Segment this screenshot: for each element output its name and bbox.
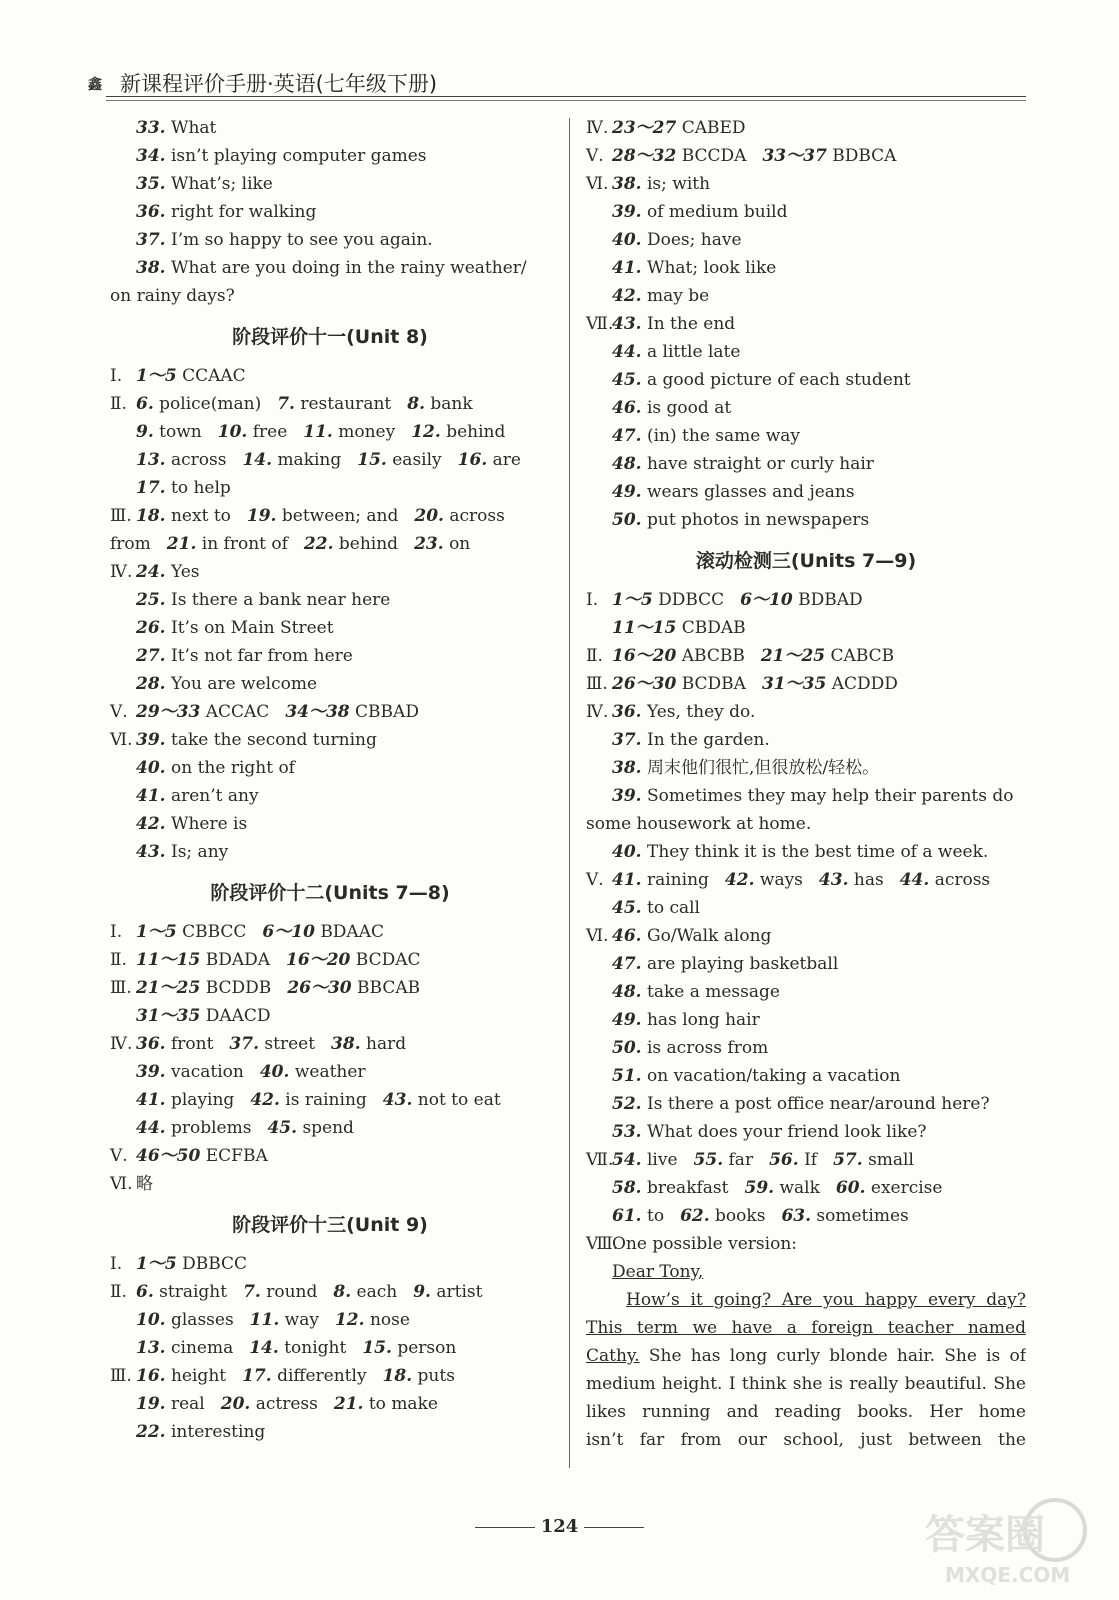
answer-line: 50. is across from bbox=[612, 1038, 769, 1058]
answer-line: 44. problems 45. spend bbox=[136, 1118, 354, 1138]
running-header bbox=[86, 68, 1026, 102]
answer-line: 40. Does; have bbox=[612, 230, 742, 250]
answer-line: 45. to call bbox=[612, 898, 700, 918]
letter-line: This term we have a foreign teacher named bbox=[586, 1318, 1026, 1338]
answer-line: 49. has long hair bbox=[612, 1010, 760, 1030]
footer-ornament bbox=[475, 1527, 535, 1528]
answer-line: 53. What does your friend look like? bbox=[612, 1122, 927, 1142]
answer-line: 58. breakfast 59. walk 60. exercise bbox=[612, 1178, 943, 1198]
answer-line: 45. a good picture of each student bbox=[612, 370, 911, 390]
book-title: 新课程评价手册·英语(七年级下册) bbox=[120, 72, 438, 96]
answer-line: Ⅴ. 41. raining 42. ways 43. has 44. across bbox=[586, 870, 991, 890]
answer-line: Ⅳ. 36. front 37. street 38. hard bbox=[110, 1034, 407, 1054]
section-title: 阶段评价十一(Unit 8) bbox=[232, 326, 428, 348]
answer-line: 41. playing 42. is raining 43. not to eat bbox=[136, 1090, 501, 1110]
answer-line: 41. What; look like bbox=[612, 258, 777, 278]
answer-line: Ⅴ. 46～50 ECFBA bbox=[110, 1146, 268, 1166]
answer-line: 28. You are welcome bbox=[136, 674, 318, 694]
right-column bbox=[586, 114, 1026, 1454]
answer-line: 42. Where is bbox=[136, 814, 248, 834]
answer-line: Ⅰ. 1～5 DBBCC bbox=[110, 1254, 248, 1274]
section-title: 阶段评价十三(Unit 9) bbox=[232, 1214, 428, 1236]
answer-line: Ⅰ. 1～5 DDBCC 6～10 BDBAD bbox=[586, 590, 863, 610]
answer-line: 49. wears glasses and jeans bbox=[612, 482, 855, 502]
left-column bbox=[110, 114, 550, 1446]
answer-line: 39. Sometimes they may help their parents do bbox=[612, 786, 1014, 806]
answer-line: Ⅲ. 16. height 17. differently 18. puts bbox=[110, 1366, 455, 1386]
answer-line: Ⅲ. 21～25 BCDDB 26～30 BBCAB bbox=[110, 978, 421, 998]
answer-line: 51. on vacation/taking a vacation bbox=[612, 1066, 901, 1086]
letter-line: likes running and reading books. Her home bbox=[586, 1402, 1026, 1422]
answer-line: 35. What’s; like bbox=[136, 174, 273, 194]
answer-line: 26. It’s on Main Street bbox=[136, 618, 334, 638]
watermark-logo bbox=[915, 1490, 1095, 1590]
section-title: 阶段评价十二(Units 7—8) bbox=[210, 882, 450, 904]
answer-line: 34. isn’t playing computer games bbox=[136, 146, 427, 166]
answer-line: Ⅰ. 1～5 CBBCC 6～10 BDAAC bbox=[110, 922, 384, 942]
answer-line: 27. It’s not far from here bbox=[136, 646, 353, 666]
answer-line: Ⅵ. 39. take the second turning bbox=[110, 730, 377, 750]
answer-line: 38. What are you doing in the rainy weather/ bbox=[136, 258, 527, 278]
answer-line: 50. put photos in newspapers bbox=[612, 510, 870, 530]
answer-line: 52. Is there a post office near/around here? bbox=[612, 1094, 990, 1114]
answer-line: 13. cinema 14. tonight 15. person bbox=[136, 1338, 457, 1358]
answer-line: 44. a little late bbox=[612, 342, 741, 362]
letter-line: isn’t far from our school, just between the bbox=[586, 1430, 1026, 1450]
answer-line: Ⅵ. 略 bbox=[110, 1174, 153, 1194]
answer-line: 9. town 10. free 11. money 12. behind bbox=[136, 422, 506, 442]
answer-line: Ⅶ.54. live 55. far 56. If 57. small bbox=[586, 1150, 914, 1170]
answer-line: 19. real 20. actress 21. to make bbox=[136, 1394, 438, 1414]
answer-line: 33. What bbox=[136, 118, 217, 138]
answer-line: 39. of medium build bbox=[612, 202, 788, 222]
answer-line: 25. Is there a bank near here bbox=[136, 590, 391, 610]
header-rule bbox=[106, 96, 1026, 97]
footer-ornament bbox=[584, 1527, 644, 1528]
answer-line: Ⅱ. 6. police(man) 7. restaurant 8. bank bbox=[110, 394, 473, 414]
answer-line: 22. interesting bbox=[136, 1422, 266, 1442]
answer-line: 42. may be bbox=[612, 286, 710, 306]
answer-line: Ⅳ. 23～27 CABED bbox=[586, 118, 746, 138]
answer-line: 11～15 CBDAB bbox=[612, 618, 746, 638]
answer-line: 61. to 62. books 63. sometimes bbox=[612, 1206, 909, 1226]
answer-line: Ⅴ. 29～33 ACCAC 34～38 CBBAD bbox=[110, 702, 419, 722]
letter-line: medium height. I think she is really beautiful. She bbox=[586, 1374, 1026, 1394]
answer-line: Ⅵ. 38. is; with bbox=[586, 174, 711, 194]
answer-line: Ⅰ. 1～5 CCAAC bbox=[110, 366, 246, 386]
publisher-logo: 鑫 bbox=[88, 77, 100, 93]
answer-line: 17. to help bbox=[136, 478, 231, 498]
answer-line: Ⅳ. 36. Yes, they do. bbox=[586, 702, 756, 722]
answer-line: Ⅱ. 6. straight 7. round 8. each 9. artist bbox=[110, 1282, 483, 1302]
answer-line: 40. They think it is the best time of a week. bbox=[612, 842, 989, 862]
answer-line: Ⅳ. 24. Yes bbox=[110, 562, 200, 582]
answer-line: 36. right for walking bbox=[136, 202, 317, 222]
answer-line: Ⅶ.43. In the end bbox=[586, 314, 736, 334]
answer-line: Ⅲ. 18. next to 19. between; and 20. across bbox=[110, 506, 505, 526]
header-rule-thin bbox=[106, 100, 1026, 101]
answer-line: Ⅱ. 11～15 BDADA 16～20 BCDAC bbox=[110, 950, 421, 970]
answer-line: 47. are playing basketball bbox=[612, 954, 839, 974]
answer-line: 39. vacation 40. weather bbox=[136, 1062, 366, 1082]
answer-line: 37. In the garden. bbox=[612, 730, 770, 750]
column-divider bbox=[569, 118, 570, 1468]
answer-line: Ⅵ. 46. Go/Walk along bbox=[586, 926, 772, 946]
answer-line: Ⅱ. 16～20 ABCBB 21～25 CABCB bbox=[586, 646, 895, 666]
answer-line: Ⅴ. 28～32 BCCDA 33～37 BDBCA bbox=[586, 146, 897, 166]
answer-continuation: on rainy days? bbox=[110, 286, 235, 306]
watermark-url: MXQE.COM bbox=[945, 1563, 1071, 1587]
answer-line: Ⅲ. 26～30 BCDBA 31～35 ACDDD bbox=[586, 674, 898, 694]
answer-line: 37. I’m so happy to see you again. bbox=[136, 230, 433, 250]
answer-continuation: some housework at home. bbox=[586, 814, 812, 834]
answer-line: 47. (in) the same way bbox=[612, 426, 801, 446]
answer-line: from 21. in front of 22. behind 23. on bbox=[110, 534, 471, 554]
answer-line: 31～35 DAACD bbox=[136, 1006, 271, 1026]
section-title: 滚动检测三(Units 7—9) bbox=[695, 550, 917, 572]
page-number: 124 bbox=[540, 1516, 579, 1537]
answer-line: 41. aren’t any bbox=[136, 786, 259, 806]
answer-line: Ⅷ.One possible version: bbox=[586, 1234, 797, 1254]
answer-line: 46. is good at bbox=[612, 398, 732, 418]
answer-line: 48. take a message bbox=[612, 982, 780, 1002]
answer-line: 48. have straight or curly hair bbox=[612, 454, 874, 474]
answer-line: 13. across 14. making 15. easily 16. are bbox=[136, 450, 521, 470]
letter-line: Cathy. She has long curly blonde hair. She is of bbox=[586, 1346, 1026, 1366]
answer-line: 40. on the right of bbox=[136, 758, 295, 778]
letter-line: How’s it going? Are you happy every day? bbox=[626, 1290, 1026, 1310]
answer-line: 10. glasses 11. way 12. nose bbox=[136, 1310, 410, 1330]
watermark-text: 答案圈 bbox=[925, 1512, 1045, 1558]
letter-salutation: Dear Tony, bbox=[612, 1262, 704, 1282]
answer-line: 38. 周末他们很忙,但很放松/轻松。 bbox=[612, 758, 880, 778]
answer-line: 43. Is; any bbox=[136, 842, 229, 862]
